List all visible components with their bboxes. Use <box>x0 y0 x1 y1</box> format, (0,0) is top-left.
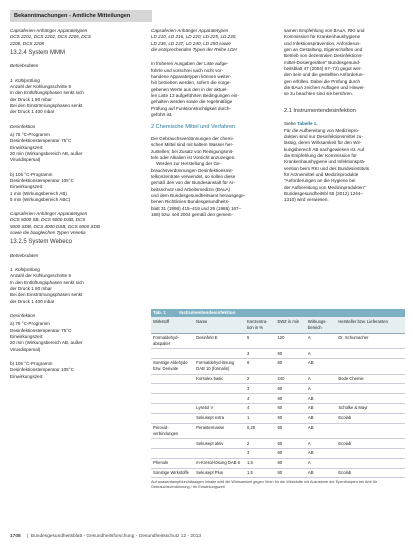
text-line: Betrieb von dezentralen Desinfektions- <box>284 53 363 59</box>
table-row <box>151 374 405 384</box>
text-line: die BAuA zeichen Auflagen und Hinwei- <box>284 84 365 90</box>
text-line: für Arzneimittel und Medizinprodukte <box>284 171 359 177</box>
text-line: der Druck 1 400 mbar <box>10 298 55 304</box>
table-cell <box>151 439 194 449</box>
table-cell: Sekusept Plus <box>194 468 245 478</box>
table-cell: 60 <box>275 413 305 423</box>
text-line: DCS 2201, DCS 2202, DCS 2205, DCS <box>10 34 91 40</box>
text-line: Desinfektionstemperatur 75°C <box>10 138 72 144</box>
text-line: der Druck 1 80 mbar <box>10 96 52 102</box>
table-cell: Perastermasse <box>194 423 245 439</box>
table-cell: Ecolab <box>336 439 405 449</box>
text-line: In früheren Ausgaben der Liste aufge- <box>151 61 229 67</box>
column-2 <box>151 28 282 220</box>
text-line: Bundesgesundheitsbl 55 (2012) 1244– <box>284 190 363 196</box>
table-row <box>151 413 405 423</box>
table-cell: 60 <box>275 448 305 458</box>
text-line: 1. Kühlprüfung <box>10 267 40 273</box>
text-line: der Druck 1 400 mbar <box>10 109 55 115</box>
subheading: Betriebsdaten <box>10 252 39 258</box>
text-line: teln oder Alkalien ist Vorsicht anzuzeigen. <box>151 154 236 160</box>
paragraph <box>10 361 140 380</box>
table-cell: A <box>306 458 336 468</box>
table-cell: 4 <box>245 403 275 413</box>
paragraph <box>10 172 140 204</box>
text-line: Virusdispersal) <box>10 346 41 352</box>
section-heading-1325: 13.2.5 System Webeco <box>10 239 72 246</box>
paragraph <box>10 211 140 236</box>
text-line: 1. Kühlprüfung <box>10 77 40 83</box>
text-line: Capsaferien-Anhänger Apparatetypen <box>10 28 88 33</box>
text-line: der Druck 1 80 mbar <box>10 286 52 292</box>
table-header-row <box>151 317 405 333</box>
table-cell: 60 <box>275 458 305 468</box>
paragraph <box>284 28 405 98</box>
table-cell <box>194 349 245 359</box>
table-cell: AB <box>306 423 336 439</box>
table-row <box>151 349 405 359</box>
text-line: führte und vorschrei nach nicht vor- <box>151 67 224 73</box>
table-cell: Phenole <box>151 458 194 468</box>
table-cell: Schülke & Mayr <box>336 403 405 413</box>
table-cell: A <box>306 349 336 359</box>
table-cell: Ecolab <box>336 468 405 478</box>
table-cell: m-Kresol-lösung DAB 6 <box>194 458 245 468</box>
text-line: und Infektionsprävention, Anforderun- <box>284 40 361 46</box>
table-row <box>151 394 405 404</box>
text-line: benen Richtlinien Bundesgesundheits- <box>151 199 230 205</box>
col-header: EWZ in min <box>275 317 305 333</box>
text-line: dukten sind nur Desinfektionsmittel zu- <box>284 133 363 139</box>
table-cell: 3 <box>245 384 275 394</box>
table-cell: 3 <box>245 349 275 359</box>
text-line: Desinfektionstemperatur 75°C <box>10 327 72 333</box>
table-cell: 1,5 <box>245 458 275 468</box>
text-line: Kommission für Krankenhaushygiene <box>284 34 361 40</box>
table-cell: 60 <box>275 403 305 413</box>
text-line: 5000 SDB, DCS 4000 DSB, DCS 6000 SDB <box>10 223 100 229</box>
paragraph <box>10 78 140 116</box>
see-label: Siehe <box>284 121 296 127</box>
table-cell: 1,5 <box>245 468 275 478</box>
table-cell: Peroxid-verbindungen <box>151 423 194 439</box>
table-cell: 2 <box>245 374 275 384</box>
table-cell <box>336 423 405 439</box>
table-cell <box>336 394 405 404</box>
table-cell: AB <box>306 413 336 423</box>
text-line: und dem Bundesgesundheitsamt herausgege- <box>151 192 246 198</box>
intro-text <box>10 28 140 47</box>
text-line: LD 210, LD 216, LD 220, LD 225, LD 230, <box>151 34 237 40</box>
text-line: die Empfehlung der Kommission für <box>284 152 357 158</box>
text-line: lässig, deren Wirksamkeit für den Wir- <box>284 140 362 146</box>
text-line: b) 105 °C-Programm <box>10 361 53 366</box>
text-line: gen an Gestaltung, Eigenschaften und <box>284 46 363 52</box>
column-1 <box>10 28 140 382</box>
text-line: die entsprechenden Typen der Reihe LDH <box>151 46 237 52</box>
text-line: Einwirkungszeit: <box>10 334 44 340</box>
paragraph <box>151 28 282 53</box>
table-row <box>151 468 405 478</box>
text-line: se zu beachten sind sie berühren. <box>284 91 353 97</box>
text-line: kungsbereich AB nachgewiesen ist. Auf <box>284 146 365 152</box>
text-line: beitsschutz und Arbeitsmedizin (BAuA) <box>151 186 231 192</box>
table-cell: A <box>306 439 336 449</box>
table-row <box>151 333 405 349</box>
table-cell <box>151 448 194 458</box>
data-table <box>151 317 405 478</box>
column-3 <box>284 28 405 206</box>
subheading: Desinfektion <box>10 123 36 129</box>
table-title-bar <box>151 309 405 317</box>
subheading: Betriebsdaten <box>10 63 39 69</box>
table-cell: 60 <box>275 384 305 394</box>
table-cell <box>336 448 405 458</box>
text-line: Desinfektionstemperatur 105°C <box>10 177 74 183</box>
text-line: gemäß den von der Bundesanstalt für Ar- <box>151 180 236 186</box>
paragraph <box>151 136 282 218</box>
journal-name: Bundesgesundheitsblatt - Gesundheitsforschung - Gesundheitsschutz 12 - 2013 <box>30 534 202 539</box>
text-line: In den Entlüftungsphasen senkt sich <box>10 279 84 285</box>
table-cell <box>151 403 194 413</box>
table-cell: AB <box>306 468 336 478</box>
text-line: In den Entlüftungsphasen senkt sich <box>10 90 84 96</box>
text-line: Werden zur Herstellung der Ge- <box>151 161 222 167</box>
footer-divider: | <box>26 534 28 539</box>
table-footnote: Auf wasserdampfdurchlässigen Inhalte wird die Wirksamkeit gegen Viren für die Wirkstoffe mit Ausnahme der Epenthalpien bei Amt für Gebrauchsverdünnung / für Einwirkungszeit <box>151 480 378 490</box>
table-cell <box>194 384 245 394</box>
text-line: LD 236, LD 237, LD 240, LD 250 sowie <box>151 40 231 46</box>
table-cell <box>151 394 194 404</box>
table-cell <box>194 448 245 458</box>
text-line: 5 min (Wirkungsbereich ABC) <box>10 196 71 202</box>
table-cell: 60 <box>275 423 305 439</box>
text-line: Desinfektionstemperatur 105°C <box>10 367 74 373</box>
table-cell <box>151 413 194 423</box>
table-cell: Bode Chemie <box>336 374 405 384</box>
text-line: Bei den Einströmungsphasen senkt <box>10 292 83 298</box>
table-row <box>151 458 405 468</box>
table-cell <box>336 384 405 394</box>
text-line: Prüfung auf Funktionstüchtigkeit durch- <box>151 105 231 111</box>
text-line: samen Empfehlung von BAuA, RKI und <box>284 28 365 33</box>
text-line: 20 min (Wirkungsbereich AB, außer <box>10 150 83 156</box>
table-cell: 120 <box>275 333 305 349</box>
text-line: brauchsverdünnungen Desinfektionsmit- <box>151 167 234 173</box>
table-cell: Sekusept extra <box>194 413 245 423</box>
table-cell: 60 <box>275 468 305 478</box>
table-cell: 4 <box>245 394 275 404</box>
text-line: 168) bzw. seit 2004 gemäß den gemein- <box>151 211 233 217</box>
table-cell <box>336 458 405 468</box>
page-footer <box>10 534 405 541</box>
text-line: gen erfüllen. Dabei die Prüfung durch <box>284 78 361 84</box>
section-heading-21: 2.1 Instrumentendesinfektion <box>284 107 356 114</box>
table-cell <box>151 384 194 394</box>
table-cell: 3 <box>245 448 275 458</box>
text-line: der Aufbereitung von Medizinprodukten" <box>284 184 366 190</box>
table-cell: A <box>306 374 336 384</box>
text-line: Bei den Einströmungsphasen senkt <box>10 102 83 108</box>
table-row <box>151 439 405 449</box>
table-cell: 2 <box>245 439 275 449</box>
text-line: heitsblatt 47 (2004) 67–72) gegut wer- <box>284 65 362 71</box>
text-line: DCS 5000 SB, DCS 5000 DSB, DCS <box>10 217 86 223</box>
text-line: sowie die baugleichen Typen Venetia <box>10 230 86 236</box>
table-cell: Sonstige Wirkstoffe <box>151 468 194 478</box>
table-cell: Lysetol V <box>194 403 245 413</box>
text-line: Für die Aufbereitung von Medizinpro- <box>284 127 360 133</box>
table-cell: AB <box>306 358 336 374</box>
text-line: 2206, DCS 2208 <box>10 40 44 46</box>
table-cell: Korsolex basic <box>194 374 245 384</box>
table-cell: Ecolab <box>336 413 405 423</box>
table-cell: 60 <box>275 394 305 404</box>
col-header: Konzentra-tion in % <box>245 317 275 333</box>
text-line: Capsaferien-Anhänger Apparatetypen <box>10 211 88 217</box>
text-line: Anzahl der Kühlungsschritte 5 <box>10 273 72 279</box>
text-line: 20 min (Wirkungsbereich AB, außer <box>10 340 83 346</box>
table-row <box>151 423 405 439</box>
text-line: schen Mittel sind mit kaltem Wasser her- <box>151 142 234 148</box>
table-cell: Formaldehyd-abspalter <box>151 333 194 349</box>
text-line: 1 min (Wirkungsbereich AB) <box>10 190 67 196</box>
table-cell: AB <box>306 394 336 404</box>
text-line: Capsaferien-Anhänger Apparatetypen <box>151 28 229 33</box>
section-header-title: Bekanntmachungen - Amtliche Mitteilungen <box>14 13 131 19</box>
table-reference-link[interactable]: Tabelle 1. <box>297 121 318 127</box>
table-cell: 6 <box>245 358 275 374</box>
text-line: vention beim RKI und des Bundesinstituts <box>284 165 370 171</box>
table-row <box>151 403 405 413</box>
paragraph <box>10 321 140 353</box>
table-cell: 0,25 <box>245 423 275 439</box>
paragraph <box>151 61 282 118</box>
table-title: Instrumentendesinfektion <box>179 310 236 315</box>
text-line: Einwirkungszeit: <box>10 144 44 150</box>
col-header: Wirkungs-bereich <box>306 317 336 333</box>
col-header: Wirkstoff <box>151 317 194 333</box>
page-number: 1708 <box>10 534 21 539</box>
section-heading-2: 2 Chemische Mittel und Verfahren <box>151 124 236 131</box>
table-row <box>151 384 405 394</box>
text-line: Die Gebrauchsverdünnungen der chemi- <box>151 135 234 141</box>
paragraph <box>10 132 140 164</box>
table-cell <box>151 349 194 359</box>
table-body <box>151 333 405 478</box>
table-row <box>151 448 405 458</box>
table-cell: Formaldehyd-lösung DAB 10 (formalin) <box>194 358 245 374</box>
text-line: Anzahl der Kühlungsschritte 6 <box>10 83 72 89</box>
table-cell: Sekusept aktiv <box>194 439 245 449</box>
paragraph <box>284 121 405 203</box>
table-cell: AB <box>306 448 336 458</box>
text-line: zustellen; bei Zusatz von Reinigungsmit- <box>151 148 234 154</box>
text-line: 1310) wird verwiesen. <box>284 197 329 203</box>
text-line: gebenen Werte aus den in der aktuel- <box>151 86 228 92</box>
text-line: "Anforderungen an die Hygiene bei <box>284 178 356 184</box>
section-heading-1324: 13.2.4 System MMM <box>10 49 66 56</box>
table-cell: 60 <box>275 358 305 374</box>
text-line: mittel-Dosiergeräten" Bundesgesund- <box>284 59 361 65</box>
table-cell: 60 <box>275 439 305 449</box>
text-line: handene Apparatetypen können weiter- <box>151 73 232 79</box>
table-cell: A <box>306 384 336 394</box>
table-cell: 1 <box>245 413 275 423</box>
col-header: Hersteller bzw. Lieferanten <box>336 317 405 333</box>
table-cell: 60 <box>275 349 305 359</box>
table-cell: Sonstige Aldehyde bzw. Derivate <box>151 358 194 374</box>
table-cell <box>194 394 245 404</box>
table-cell: AB <box>306 403 336 413</box>
table-cell <box>336 349 405 359</box>
text-line: Virusdispersal) <box>10 157 41 163</box>
table-cell <box>151 374 194 384</box>
table-instrumentendesinfektion <box>151 309 405 491</box>
table-row <box>151 358 405 374</box>
text-line: len Liste 13 aufgeführten Bedingungen ein- <box>151 92 239 98</box>
table-cell: 240 <box>275 374 305 384</box>
text-line: Einwirkungszeit: <box>10 373 44 379</box>
table-cell: Dr. Schumacher <box>336 333 405 349</box>
text-line: Einwirkungszeit: <box>10 184 44 190</box>
paragraph <box>10 267 140 305</box>
table-cell: Desinfekt E <box>194 333 245 349</box>
table-cell: 5 <box>245 333 275 349</box>
text-line: blatt 31 (1998) 415–419 und 29 (1986) 167– <box>151 205 242 211</box>
table-cell: A <box>306 333 336 349</box>
subheading: Desinfektion <box>10 313 36 319</box>
text-line: hin betrieben werden, sofern die vorge- <box>151 80 231 86</box>
text-line: geführt ist. <box>151 111 173 117</box>
text-line: b) 105 °C-Programm <box>10 171 53 177</box>
text-line: a) 75 °C-Programm <box>10 131 50 137</box>
section-header <box>10 10 152 22</box>
table-cell <box>336 358 405 374</box>
table-label: Tab. 1 <box>153 310 166 315</box>
text-line: den sein und die gestellten Anforderun- <box>284 72 364 78</box>
text-line: Krankenhaushygiene und Infektionsprä- <box>284 159 366 165</box>
text-line: telkonzentrate verwendet, so sollen diese <box>151 173 236 179</box>
col-header: Name <box>194 317 245 333</box>
text-line: a) 75 °C-Programm <box>10 321 50 327</box>
text-line: gehalten werden sowie die regelmäßige <box>151 99 233 105</box>
